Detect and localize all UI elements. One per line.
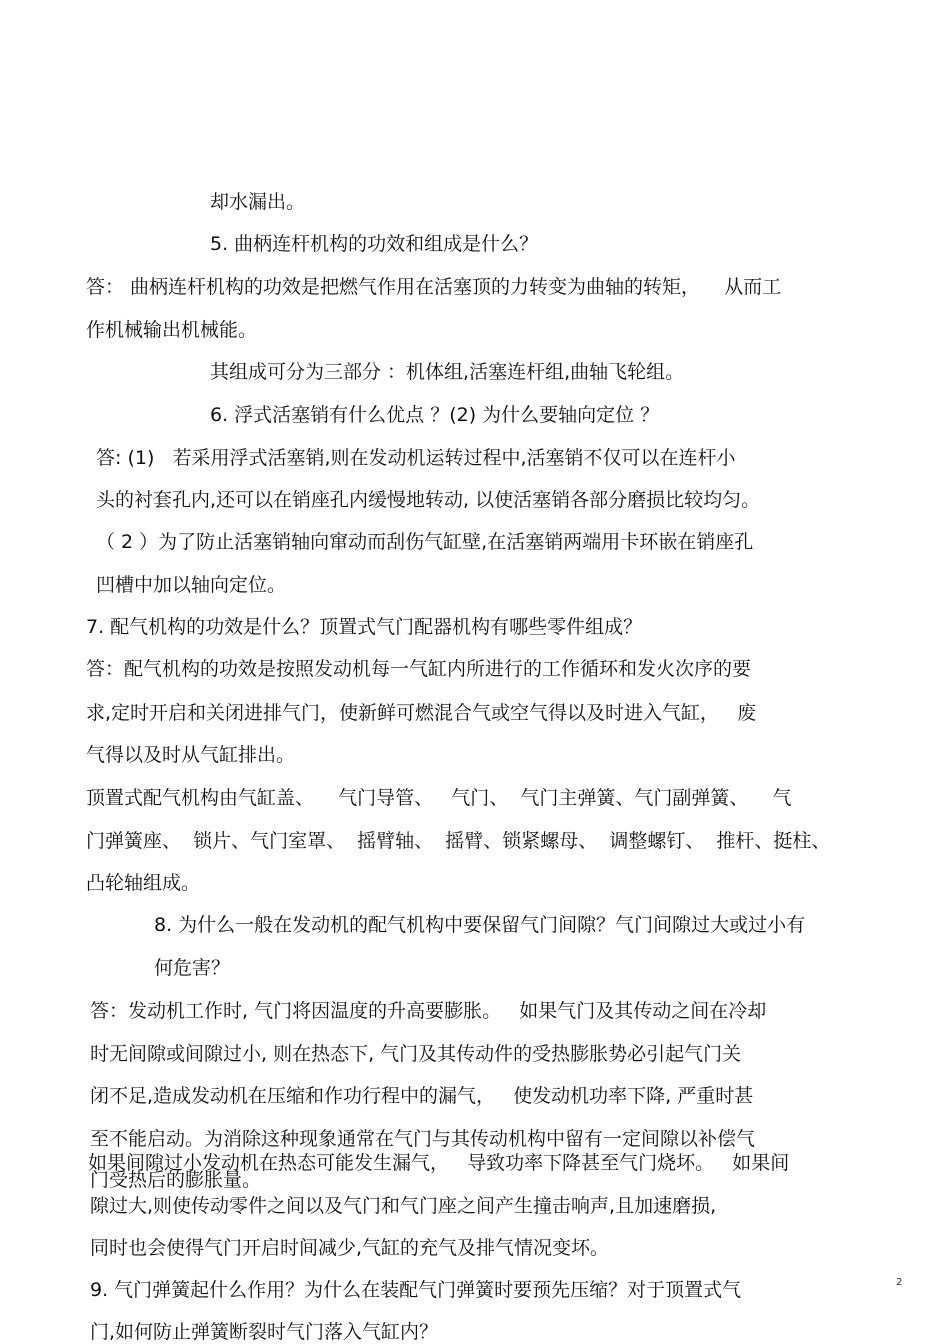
text-line: 凹槽中加以轴向定位。 xyxy=(96,574,287,596)
question-7-heading: 7. 配气机构的功效是什么？顶置式气门配器机构有哪些零件组成？ xyxy=(86,616,643,638)
text-line: 却水漏出。 xyxy=(210,191,306,213)
text-line-overlapping: 如果间隙过小发动机在热态可能发生漏气， 导致功率下降甚至气门烧坏。 如果间 xyxy=(88,1152,790,1174)
text-line: 气得以及时从气缸排出。 xyxy=(86,744,296,766)
text-line: 作机械输出机械能。 xyxy=(86,319,258,341)
text-line: 隙过大,则使传动零件之间以及气门和气门座之间产生撞击响声,且加速磨损, xyxy=(90,1195,717,1217)
text-line-overlapped: 门受热后的膨胀量。 xyxy=(90,1169,262,1191)
question-8-heading: 8. 为什么一般在发动机的配气机构中要保留气门间隙？气门间隙过大或过小有 xyxy=(154,914,806,936)
text-line: 答：配气机构的功效是按照发动机每一气缸内所进行的工作循环和发火次序的要 xyxy=(86,658,752,680)
text-line: 同时也会使得气门开启时间减少,气缸的充气及排气情况变坏。 xyxy=(90,1237,610,1259)
text-line: （ 2 ）为了防止活塞销轴向窜动而刮伤气缸壁,在活塞销两端用卡环嵌在销座孔 xyxy=(96,531,754,553)
question-5-heading: 5. 曲柄连杆机构的功效和组成是什么？ xyxy=(210,233,539,255)
question-8-heading-cont: 何危害？ xyxy=(154,957,231,979)
question-9-heading-cont: 门,如何防止弹簧断裂时气门落入气缸内？ xyxy=(90,1321,439,1343)
page-number: 2 xyxy=(896,1277,903,1288)
text-line: 时无间隙或间隙过小, 则在热态下, 气门及其传动件的受热膨胀势必引起气门关 xyxy=(90,1043,742,1065)
text-line: 头的衬套孔内,还可以在销座孔内缓慢地转动, 以使活塞销各部分磨损比较均匀。 xyxy=(96,489,761,511)
text-line: 答： 曲柄连杆机构的功效是把燃气作用在活塞顶的力转变为曲轴的转矩， 从而工 xyxy=(86,276,782,298)
text-line: 闭不足,造成发动机在压缩和作功行程中的漏气， 使发动机功率下降, 严重时甚 xyxy=(90,1085,754,1107)
text-line: 答: (1) 若采用浮式活塞销,则在发动机运转过程中,活塞销不仅可以在连杆小 xyxy=(96,447,736,469)
text-line: 顶置式配气机构由气缸盖、 气门导管、 气门、 气门主弹簧、气门副弹簧、 气 xyxy=(86,787,792,809)
text-line: 门弹簧座、 锁片、气门室罩、 摇臂轴、 摇臂、锁紧螺母、 调整螺钉、 推杆、挺柱、 xyxy=(86,830,831,852)
text-line: 其组成可分为三部分 ：机体组,活塞连杆组,曲轴飞轮组。 xyxy=(210,361,685,383)
text-line: 至不能启动。为消除这种现象通常在气门与其传动机构中留有一定间隙以补偿气 xyxy=(90,1128,756,1150)
text-line: 凸轮轴组成。 xyxy=(86,872,201,894)
question-9-heading: 9. 气门弹簧起什么作用？为什么在装配气门弹簧时要预先压缩？对于顶置式气 xyxy=(90,1279,742,1301)
question-6-heading: 6. 浮式活塞销有什么优点 ？(2) 为什么要轴向定位 ？ xyxy=(210,404,660,426)
text-line: 求,定时开启和关闭进排气门，使新鲜可燃混合气或空气得以及时进入气缸， 废 xyxy=(86,702,757,724)
text-line: 答：发动机工作时, 气门将因温度的升高要膨胀。 如果气门及其传动之间在冷却 xyxy=(90,1000,767,1022)
